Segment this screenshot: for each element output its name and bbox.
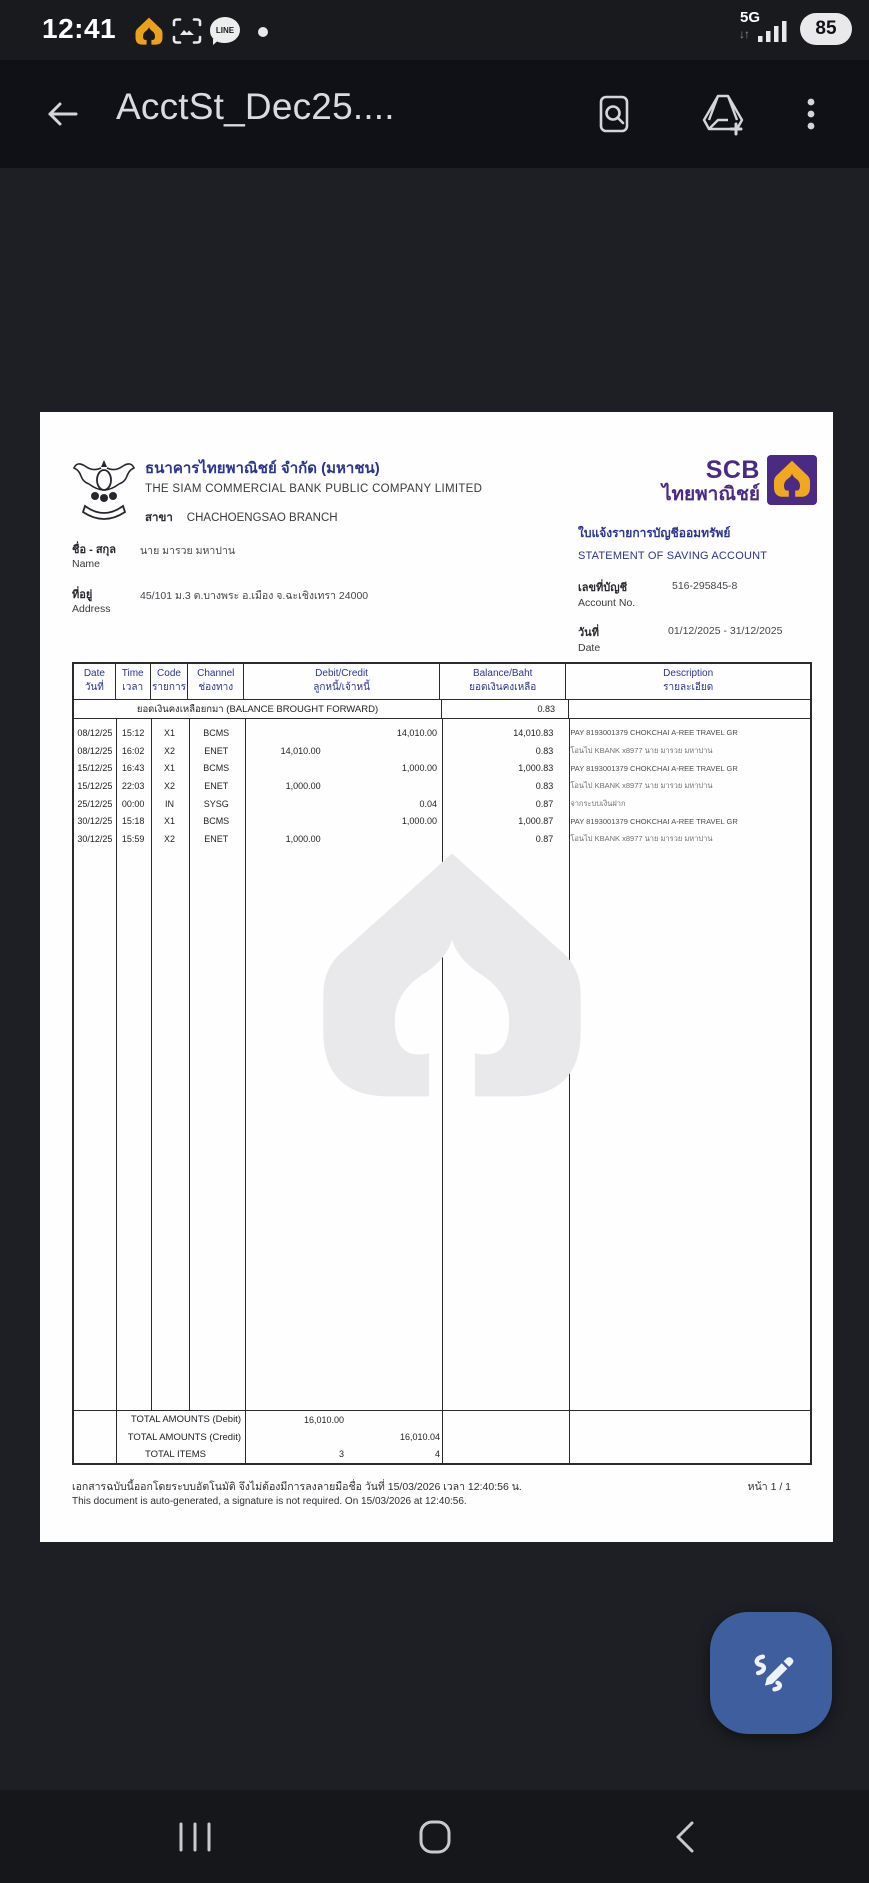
app-bar <box>0 60 869 168</box>
total-label: TOTAL AMOUNTS (Debit) <box>130 1414 241 1426</box>
cell-channel: BCMS <box>203 816 230 827</box>
cell-debit: 14,010.00 <box>280 745 321 756</box>
total-label: TOTAL ITEMS <box>144 1448 207 1460</box>
table-body <box>74 719 810 1410</box>
account-label-th: เลขที่บัญชี <box>578 582 628 594</box>
cell-code: X1 <box>163 763 175 774</box>
total-debit-amount: 16,010.00 <box>303 1414 344 1425</box>
bank-name-th: ธนาคารไทยพาณิชย์ จำกัด (มหาชน) <box>145 460 380 477</box>
network-type: 5G <box>740 9 761 26</box>
status-bar <box>0 0 869 60</box>
cell-code: X2 <box>163 780 175 791</box>
transactions-table <box>72 662 812 1465</box>
total-credit-amount: 16,010.04 <box>399 1432 440 1442</box>
cell-balance: 14,010.83 <box>513 727 554 738</box>
total-items-credit: 4 <box>434 1449 440 1460</box>
scb-watermark <box>309 848 595 1118</box>
document-scroll-area[interactable] <box>0 168 869 1790</box>
statement-date-range: 01/12/2025 - 31/12/2025 <box>668 625 783 637</box>
search-in-document-icon[interactable] <box>592 92 636 136</box>
navigation-bar <box>0 1790 869 1883</box>
branch-value: CHACHOENGSAO BRANCH <box>186 512 338 524</box>
scb-leaf-icon <box>132 17 166 47</box>
name-label-th: ชื่อ - สกุล <box>72 544 116 556</box>
header-code: Code รายการ <box>151 664 189 699</box>
signature-pen-icon <box>743 1645 799 1701</box>
cell-time: 16:43 <box>121 763 145 774</box>
statement-title-th: ใบแจ้งรายการบัญชีออมทรัพย์ <box>578 526 731 540</box>
cell-balance: 0.83 <box>535 745 554 756</box>
cell-description: โอนไป KBANK x8977 นาย มารวย มหาปาน <box>570 745 713 755</box>
cell-balance: 0.83 <box>535 780 554 791</box>
home-icon <box>416 1818 454 1856</box>
line-icon: LINE <box>210 17 240 45</box>
cell-balance: 0.87 <box>535 833 554 844</box>
cell-code: X2 <box>163 833 175 844</box>
edit-sign-fab[interactable] <box>710 1612 832 1734</box>
table-row <box>74 724 810 742</box>
cell-code: X2 <box>163 745 175 756</box>
cell-time: 15:59 <box>121 833 145 844</box>
document-title: AcctSt_Dec25.... <box>116 86 395 127</box>
cell-channel: BCMS <box>203 763 230 774</box>
table-body-rows <box>74 724 810 848</box>
cell-date: 30/12/25 <box>77 816 113 827</box>
branch-line <box>145 509 338 527</box>
cell-code: IN <box>164 798 174 809</box>
cell-channel: ENET <box>204 745 229 756</box>
cell-credit: 1,000.00 <box>401 816 437 827</box>
cell-date: 08/12/25 <box>77 727 113 738</box>
back-button[interactable] <box>625 1790 745 1883</box>
back-chevron-icon <box>670 1818 700 1856</box>
scb-logo-text: SCB ไทยพาณิชย์ <box>661 456 760 505</box>
notification-dot <box>258 27 268 37</box>
cell-time: 15:18 <box>121 816 145 827</box>
cell-time: 00:00 <box>121 798 145 809</box>
cell-description: จากระบบเงินฝาก <box>570 798 626 808</box>
cell-date: 30/12/25 <box>77 833 113 844</box>
back-arrow-icon[interactable] <box>40 92 84 136</box>
total-items-debit: 3 <box>338 1449 344 1460</box>
recents-icon <box>175 1820 215 1854</box>
cell-credit: 14,010.00 <box>396 727 437 738</box>
cell-date: 15/12/25 <box>77 763 113 774</box>
bbf-balance: 0.83 <box>442 700 569 718</box>
cell-date: 08/12/25 <box>77 745 113 756</box>
screenshot-icon <box>172 17 202 45</box>
bbf-label: ยอดเงินคงเหลือยกมา (BALANCE BROUGHT FORWARD) <box>74 700 442 718</box>
header-date: Date วันที่ <box>74 664 116 699</box>
cell-balance: 0.87 <box>535 798 554 809</box>
cell-credit: 1,000.00 <box>401 763 437 774</box>
footer-note-th: เอกสารฉบับนี้ออกโดยระบบอัตโนมัติ จึงไม่ต้องมีการลงลายมือชื่อ วันที่ 15/03/2026 เวลา 12:40:56 น. <box>72 1481 522 1493</box>
home-button[interactable] <box>375 1790 495 1883</box>
cell-code: X1 <box>163 727 175 738</box>
scb-logo-icon <box>767 455 817 505</box>
statement-title-en: STATEMENT OF SAVING ACCOUNT <box>578 550 768 562</box>
customer-name: นาย มารวย มหาปาน <box>140 545 236 557</box>
header-description: Description รายละเอียด <box>663 668 714 693</box>
cell-time: 15:12 <box>121 727 145 738</box>
address-label-th: ที่อยู่ <box>72 589 93 601</box>
table-row <box>74 830 810 848</box>
recents-button[interactable] <box>135 1790 255 1883</box>
balance-brought-forward-row <box>74 700 810 719</box>
cell-time: 22:03 <box>121 780 145 791</box>
cell-code: X1 <box>163 816 175 827</box>
table-row <box>74 795 810 813</box>
cell-date: 25/12/25 <box>77 798 113 809</box>
drive-add-icon[interactable] <box>700 92 746 136</box>
cell-channel: ENET <box>204 833 229 844</box>
page-number: หน้า 1 / 1 <box>747 1481 791 1493</box>
cell-description: PAY 8193001379 CHOKCHAI A-REE TRAVEL GR <box>570 816 738 826</box>
garuda-emblem <box>71 456 137 524</box>
total-label: TOTAL AMOUNTS (Credit) <box>127 1431 241 1443</box>
overflow-menu-icon[interactable] <box>796 92 826 136</box>
cell-channel: SYSG <box>203 798 229 809</box>
header-balance: Balance/Baht ยอดเงินคงเหลือ <box>440 664 566 699</box>
signal-icon <box>757 18 791 44</box>
branch-label: สาขา <box>145 512 173 524</box>
date-label-th: วันที่ <box>578 627 599 639</box>
data-arrows-icon: ↓↑ <box>739 27 749 41</box>
cell-balance: 1,000.83 <box>518 763 554 774</box>
cell-channel: BCMS <box>203 727 230 738</box>
cell-credit: 0.04 <box>419 798 437 809</box>
cell-debit: 1,000.00 <box>285 833 321 844</box>
table-row <box>74 812 810 830</box>
address-label-en: Address <box>72 603 111 615</box>
table-totals <box>74 1410 810 1463</box>
cell-description: โอนไป KBANK x8977 นาย มารวย มหาปาน <box>570 780 713 790</box>
account-number: 516-295845-8 <box>672 580 738 592</box>
bank-name-en: THE SIAM COMMERCIAL BANK PUBLIC COMPANY LIMITED <box>145 483 483 495</box>
cell-description: PAY 8193001379 CHOKCHAI A-REE TRAVEL GR <box>570 728 738 738</box>
cell-time: 16:02 <box>121 745 145 756</box>
table-header <box>74 664 810 700</box>
footer-note-en: This document is auto-generated, a signature is not required. On 15/03/2026 at 12:40:56. <box>72 1496 467 1507</box>
cell-description: PAY 8193001379 CHOKCHAI A-REE TRAVEL GR <box>570 763 738 773</box>
customer-address: 45/101 ม.3 ต.บางพระ อ.เมือง จ.ฉะเชิงเทรา 24000 <box>140 590 369 602</box>
cell-debit: 1,000.00 <box>285 780 321 791</box>
table-row <box>74 759 810 777</box>
cell-description: โอนไป KBANK x8977 นาย มารวย มหาปาน <box>570 833 713 843</box>
cell-channel: ENET <box>204 780 229 791</box>
statement-page <box>40 412 833 1542</box>
date-label-en: Date <box>578 642 601 654</box>
cell-balance: 1,000.87 <box>518 816 554 827</box>
header-debit-credit: Debit/Credit ลูกหนี้/เจ้าหนี้ <box>244 664 440 699</box>
status-time: 12:41 <box>42 13 117 44</box>
header-time: Time เวลา <box>116 664 151 699</box>
name-label-en: Name <box>72 558 101 570</box>
table-row <box>74 777 810 795</box>
battery-icon: 85 <box>800 13 852 45</box>
cell-date: 15/12/25 <box>77 780 113 791</box>
account-label-en: Account No. <box>578 597 636 609</box>
header-channel: Channel ช่องทาง <box>188 664 244 699</box>
table-row <box>74 742 810 760</box>
